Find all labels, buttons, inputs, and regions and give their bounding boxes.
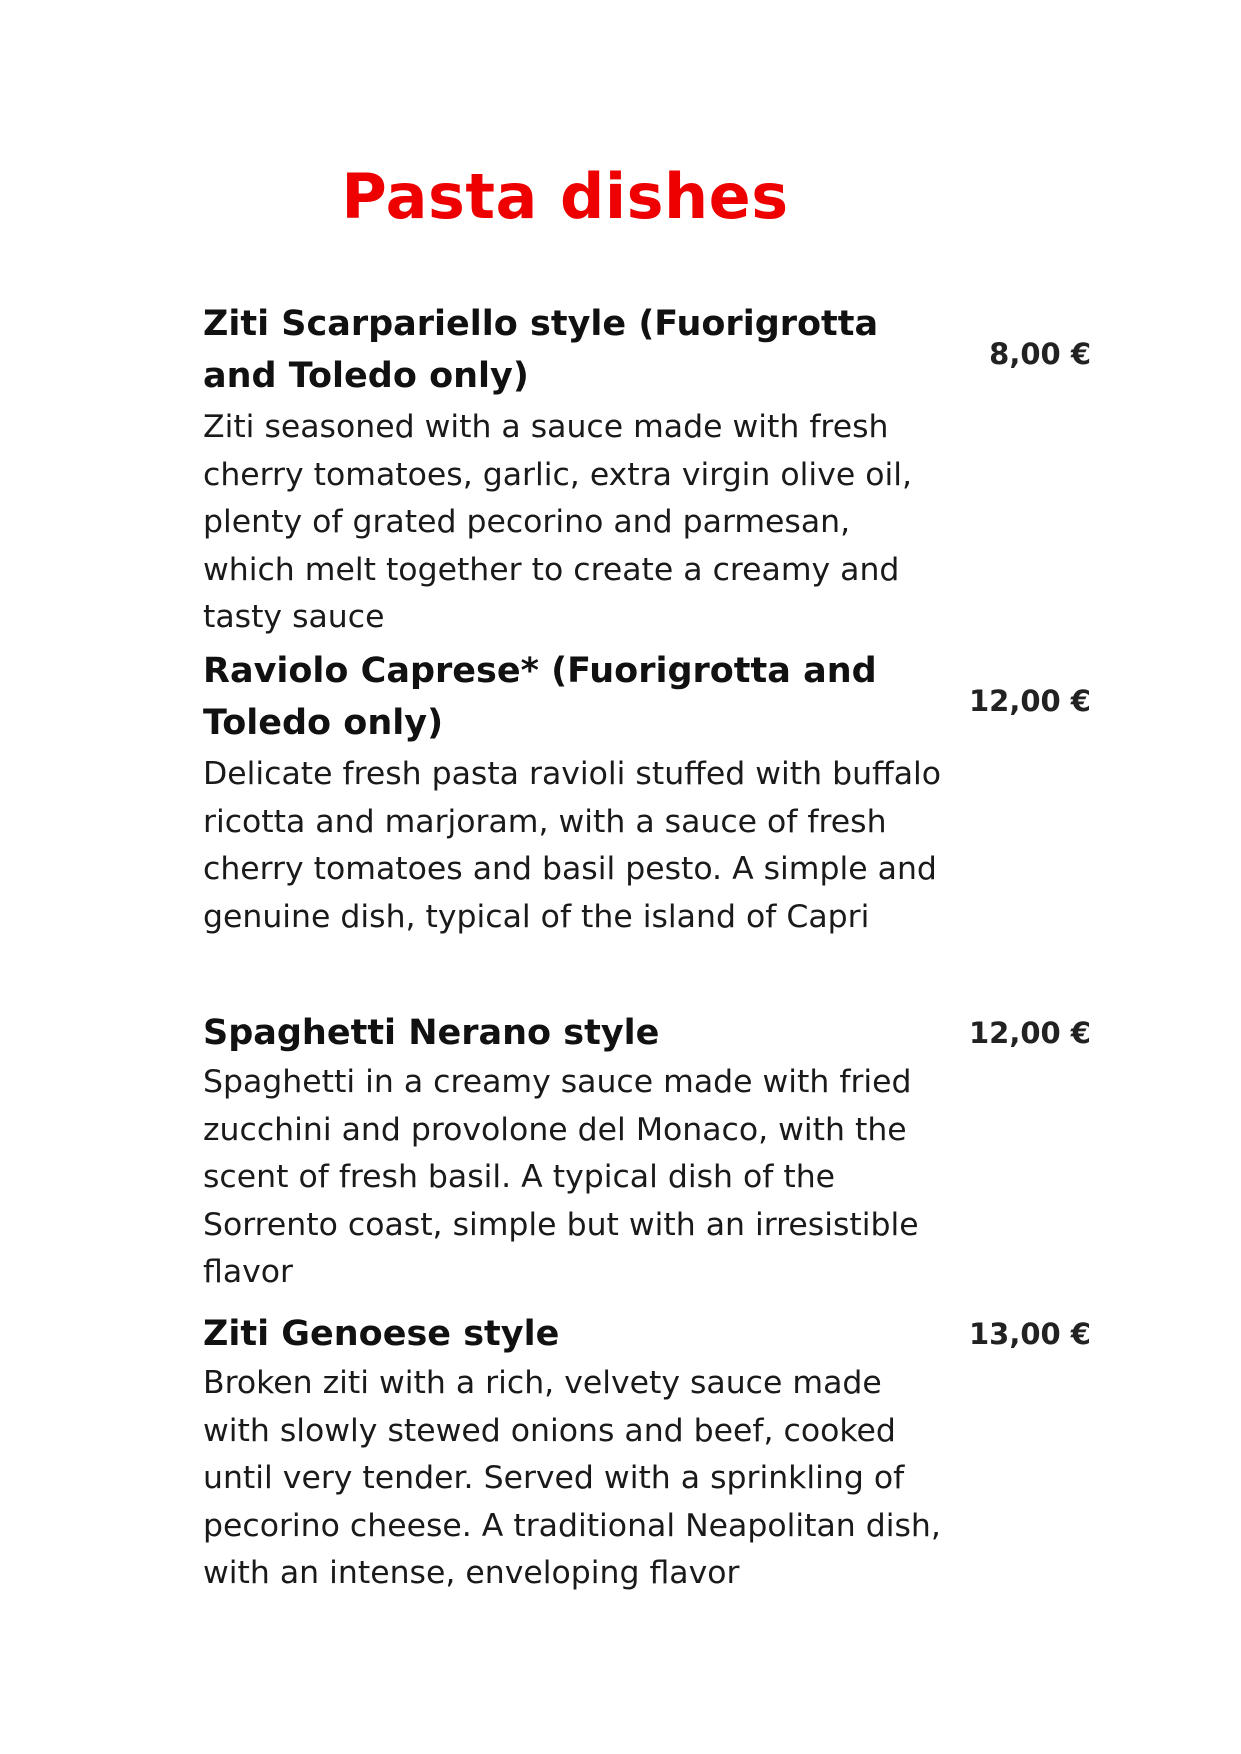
menu-item-name: Ziti Scarpariello style (Fuorigrotta and Toledo only) — [203, 304, 879, 396]
menu-item-description: Broken ziti with a rich, velvety sauce made with slowly stewed onions and beef, cooked until very tender. Served with a sprinkling of pecorino cheese. A traditional Neapolitan dish, with an intense, enveloping flavor — [203, 1365, 941, 1591]
menu-item-name: Ziti Genoese style — [203, 1314, 560, 1354]
menu-item — [203, 298, 1133, 642]
menu-item-name: Spaghetti Nerano style — [203, 1013, 660, 1053]
menu-item-description: Spaghetti in a creamy sauce made with fried zucchini and provolone del Monaco, with the scent of fresh basil. A typical dish of the Sorrento coast, simple but with an irresistible flavor — [203, 1064, 919, 1290]
menu-item-price: 12,00 € — [968, 684, 1091, 718]
menu-item — [203, 645, 1133, 941]
menu-item-description: Ziti seasoned with a sauce made with fresh cherry tomatoes, garlic, extra virgin olive oil, plenty of grated pecorino and parmesan, which melt together to create a creamy and tasty sauce — [203, 409, 913, 635]
menu-item — [203, 1308, 1133, 1598]
menu-item-description: Delicate fresh pasta ravioli stuffed with buffalo ricotta and marjoram, with a sauce of fresh cherry tomatoes and basil pesto. A simple and genuine dish, typical of the island of Capri — [203, 756, 942, 935]
page-title: Pasta dishes — [341, 160, 789, 233]
menu-item-price: 8,00 € — [989, 337, 1091, 371]
menu-item — [203, 1007, 1133, 1297]
menu-item-price: 13,00 € — [968, 1317, 1091, 1351]
menu-item-name: Raviolo Caprese* (Fuorigrotta and Toledo only) — [203, 651, 877, 743]
menu-item-price: 12,00 € — [968, 1016, 1091, 1050]
